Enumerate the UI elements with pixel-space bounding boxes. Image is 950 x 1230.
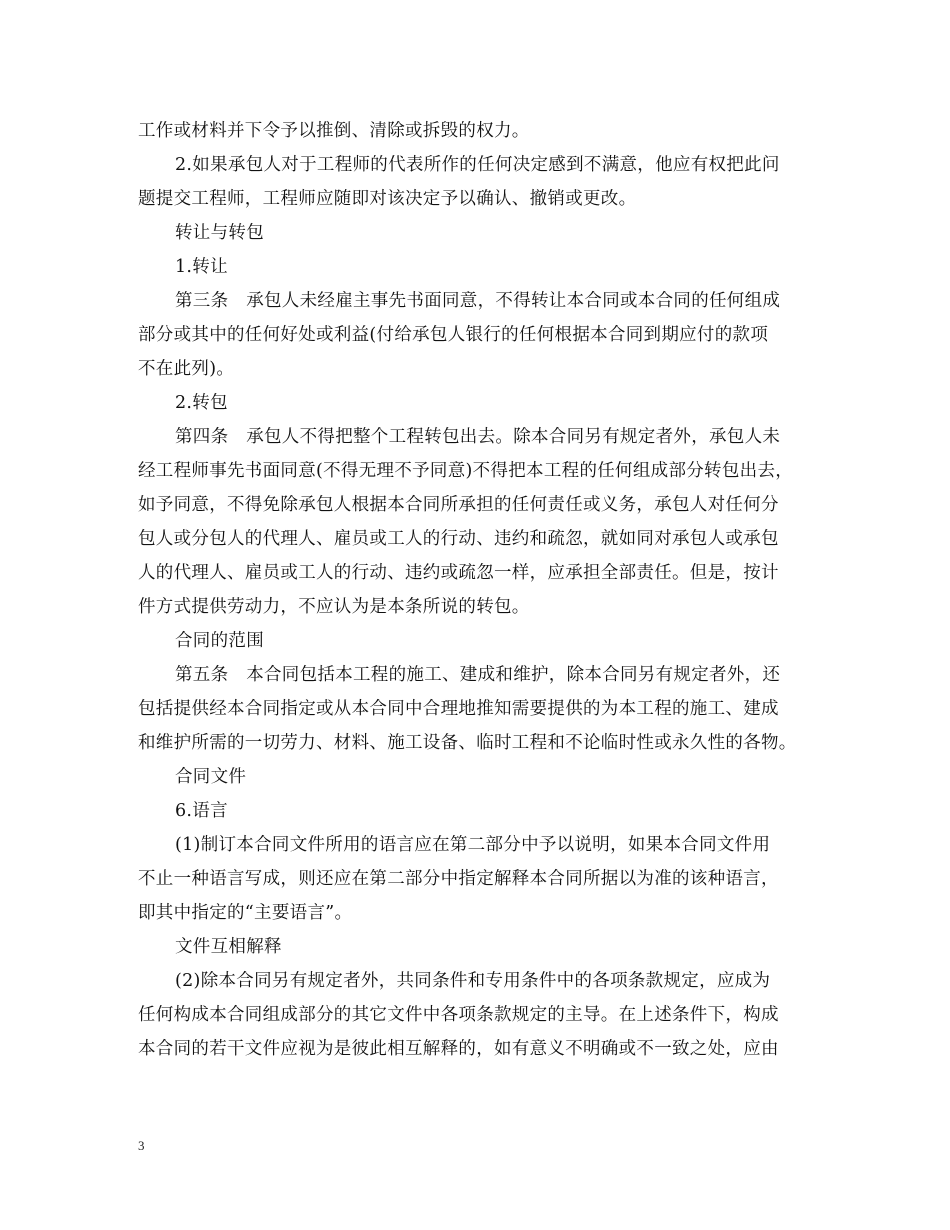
text-line: 任何构成本合同组成部分的其它文件中各项条款规定的主导。在上述条件下，构成 bbox=[138, 1005, 779, 1025]
text-line: 包括提供经本合同指定或从本合同中合理地推知需要提供的为本工程的施工、建成 bbox=[138, 699, 779, 719]
text-line: 第四条 承包人不得把整个工程转包出去。除本合同另有规定者外，承包人未 bbox=[175, 427, 781, 447]
text-line: 题提交工程师，工程师应随即对该决定予以确认、撤销或更改。 bbox=[138, 189, 637, 209]
text-line: 2.如果承包人对于工程师的代表所作的任何决定感到不满意，他应有权把此问 bbox=[175, 155, 780, 175]
text-line: 件方式提供劳动力，不应认为是本条所说的转包。 bbox=[138, 597, 530, 617]
text-line: 第三条 承包人未经雇主事先书面同意，不得转让本合同或本合同的任何组成 bbox=[175, 291, 781, 311]
text-line: (2)除本合同另有规定者外，共同条件和专用条件中的各项条款规定，应成为 bbox=[175, 971, 771, 991]
text-line: 本合同的若干文件应视为是彼此相互解释的，如有意义不明确或不一致之处，应由 bbox=[138, 1039, 779, 1059]
text-line: 人的代理人、雇员或工人的行动、违约或疏忽一样，应承担全部责任。但是，按计 bbox=[138, 563, 779, 583]
section-heading: 转让与转包 bbox=[175, 223, 264, 243]
page-number: 3 bbox=[138, 1138, 145, 1153]
text-line: 不在此列)。 bbox=[138, 359, 235, 379]
subsection-heading: 2.转包 bbox=[175, 393, 228, 413]
text-line: 包人或分包人的代理人、雇员或工人的行动、违约和疏忽，就如同对承包人或承包 bbox=[138, 529, 779, 549]
document-body bbox=[138, 114, 818, 1066]
text-line: 经工程师事先书面同意(不得无理不予同意)不得把本工程的任何组成部分转包出去， bbox=[138, 461, 794, 481]
subsection-heading: 1.转让 bbox=[175, 257, 228, 277]
subsection-heading: 6.语言 bbox=[175, 801, 228, 821]
text-line: 第五条 本合同包括本工程的施工、建成和维护，除本合同另有规定者外，还 bbox=[175, 665, 781, 685]
text-line: 不止一种语言写成，则还应在第二部分中指定解释本合同所据以为准的该种语言， bbox=[138, 869, 779, 889]
section-heading: 文件互相解释 bbox=[175, 937, 282, 957]
text-line: 工作或材料并下令予以推倒、清除或拆毁的权力。 bbox=[138, 121, 530, 141]
text-line: 如予同意，不得免除承包人根据本合同所承担的任何责任或义务，承包人对任何分 bbox=[138, 495, 779, 515]
text-line: 和维护所需的一切劳力、材料、施工设备、临时工程和不论临时性或永久性的各物。 bbox=[138, 733, 797, 753]
section-heading: 合同的范围 bbox=[175, 631, 264, 651]
text-line: (1)制订本合同文件所用的语言应在第二部分中予以说明，如果本合同文件用 bbox=[175, 835, 771, 855]
text-line: 部分或其中的任何好处或利益(付给承包人银行的任何根据本合同到期应付的款项 bbox=[138, 325, 769, 345]
section-heading: 合同文件 bbox=[175, 767, 247, 787]
text-line: 即其中指定的“主要语言”。 bbox=[138, 903, 353, 923]
